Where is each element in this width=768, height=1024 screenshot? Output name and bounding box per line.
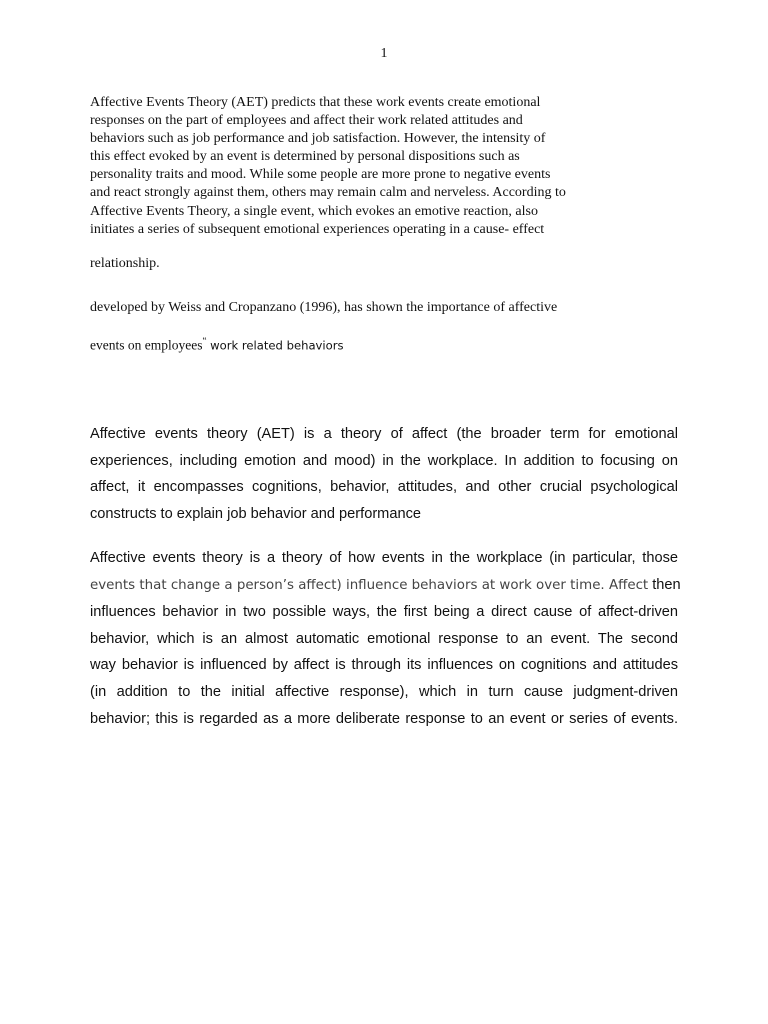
events-on-employees-line <box>90 336 344 353</box>
developed-by-line: developed by Weiss and Cropanzano (1996), has shown the importance of affective <box>90 300 558 315</box>
text-line: Affective Events Theory, a single event, which evokes an emotive reaction, also <box>90 203 538 219</box>
paragraph-line: behavior; this is regarded as a more deliberate response to an event or series of events. <box>90 710 678 727</box>
paragraph-line-mixed <box>90 572 681 600</box>
page-number: 1 <box>380 46 388 61</box>
text-line: and react strongly against them, others may remain calm and nerveless. According to <box>90 185 566 201</box>
aet-intro-block <box>90 94 690 239</box>
events-serif-text: events on employees <box>90 337 203 353</box>
text-line: personality traits and mood. While some people are more prone to negative events <box>90 167 551 183</box>
dark-text-segment: then <box>648 576 681 593</box>
paragraph-line: (in addition to the initial affective response), which in turn cause judgment-driven <box>90 683 678 700</box>
paragraph-line: affect, it encompasses cognitions, behavior, attitudes, and other crucial psychological <box>90 479 678 496</box>
paragraph-line: experiences, including emotion and mood) in the workplace. In addition to focusing on <box>90 452 678 469</box>
paragraph-line: constructs to explain job behavior and performance <box>90 505 421 522</box>
paragraph-line: influences behavior in two possible ways, the first being a direct cause of affect-driven <box>90 604 678 621</box>
text-line: responses on the part of employees and affect their work related attitudes and <box>90 113 523 129</box>
paragraph-line: Affective events theory (AET) is a theory of affect (the broader term for emotional <box>90 426 678 442</box>
light-text-segment: events that change a person’s affect) influence behaviors at work over time. Affect <box>90 577 649 593</box>
text-line: initiates a series of subsequent emotional experiences operating in a cause- effect <box>90 221 545 237</box>
events-sans-text: work related behaviors <box>206 338 344 353</box>
events-superscript: ‟ <box>202 336 207 346</box>
text-line: behaviors such as job performance and job satisfaction. However, the intensity of <box>90 131 546 147</box>
aet-events-paragraph <box>90 545 681 732</box>
paragraph-line: way behavior is influenced by affect is through its influences on cognitions and attitudes <box>90 657 678 674</box>
paragraph-line: Affective events theory is a theory of how events in the workplace (in particular, those <box>90 550 678 566</box>
relationship-line: relationship. <box>90 256 160 271</box>
text-line: this effect evoked by an event is determined by personal dispositions such as <box>90 149 520 165</box>
paragraph-line: behavior, which is an almost automatic emotional response to an event. The second <box>90 630 678 647</box>
text-line: Affective Events Theory (AET) predicts that these work events create emotional <box>90 95 541 110</box>
aet-definition-paragraph <box>90 421 678 527</box>
